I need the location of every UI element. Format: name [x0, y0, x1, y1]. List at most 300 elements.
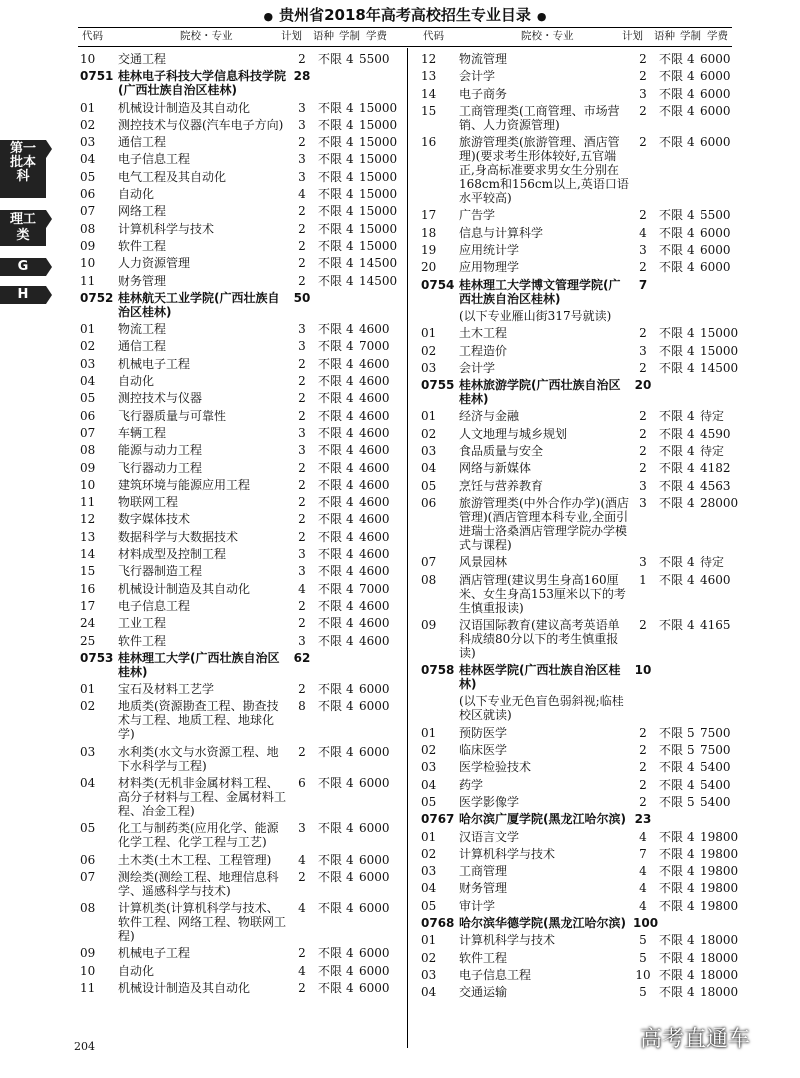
- side-tab-g: G: [0, 258, 46, 276]
- plan-cell: 10: [635, 967, 651, 982]
- plan-cell: 2: [298, 981, 306, 996]
- years-cell: 4: [346, 946, 354, 961]
- plan-cell: 2: [639, 52, 647, 66]
- years-cell: 4: [687, 967, 695, 982]
- code-cell: 08: [80, 221, 96, 236]
- fee-cell: 19800: [700, 829, 739, 844]
- years-cell: 4: [687, 69, 695, 84]
- name-cell: 飞行器质量与可靠性: [118, 408, 227, 423]
- plan-cell: 2: [298, 135, 306, 150]
- plan-cell: 3: [298, 152, 306, 167]
- lang-cell: 不限: [318, 901, 343, 916]
- code-cell: 01: [421, 829, 437, 844]
- major-row: [80, 135, 396, 149]
- fee-cell: 15000: [700, 343, 739, 358]
- major-row: [80, 495, 396, 509]
- major-row: [421, 743, 737, 757]
- years-cell: 4: [687, 881, 695, 896]
- fee-cell: 4600: [359, 443, 390, 458]
- name-cell: 网络与新媒体: [459, 461, 532, 476]
- lang-cell: 不限: [318, 425, 343, 440]
- years-cell: 4: [346, 52, 354, 66]
- years-cell: 4: [346, 238, 354, 253]
- note-row: [421, 309, 737, 323]
- name-cell: 应用统计学: [459, 243, 520, 258]
- fee-cell: 19800: [700, 881, 739, 896]
- code-cell: 02: [421, 950, 437, 965]
- lang-cell: 不限: [659, 69, 684, 84]
- code-cell: 10: [80, 256, 96, 271]
- name-cell: 自动化: [118, 963, 155, 978]
- name-cell: 机械设计制造及其自动化: [118, 581, 251, 596]
- name-cell: 旅游管理类(旅游管理、酒店管理)(要求考生形体较好,五官端正,身高标准要求男女生分别在168cm和156cm以上,英语口语水平较高): [459, 135, 629, 206]
- code-cell: 11: [80, 495, 96, 510]
- plan-cell: 3: [298, 425, 306, 440]
- fee-cell: 15000: [359, 100, 398, 115]
- name-cell: 电子信息工程: [459, 967, 532, 982]
- fee-cell: 4563: [700, 478, 731, 493]
- lang-cell: 不限: [659, 725, 684, 740]
- lang-cell: 不限: [318, 682, 343, 697]
- lang-cell: 不限: [659, 864, 684, 879]
- name-cell: 桂林理工大学博文管理学院(广西壮族自治区桂林): [459, 277, 621, 306]
- plan-cell: 2: [639, 409, 647, 424]
- major-row: [421, 555, 737, 569]
- years-cell: 4: [346, 425, 354, 440]
- plan-cell: 20: [634, 378, 652, 393]
- lang-cell: 不限: [659, 426, 684, 441]
- code-cell: 0753: [80, 650, 114, 665]
- plan-cell: 2: [298, 273, 306, 288]
- years-cell: 4: [687, 135, 695, 150]
- institution-row: [421, 916, 737, 930]
- plan-cell: 4: [298, 852, 306, 867]
- plan-cell: 2: [298, 682, 306, 697]
- years-cell: 4: [687, 444, 695, 459]
- major-row: [80, 222, 396, 236]
- plan-cell: 7: [639, 846, 647, 861]
- years-cell: 4: [687, 777, 695, 792]
- code-cell: 18: [421, 225, 437, 240]
- code-cell: 01: [421, 326, 437, 341]
- years-cell: 4: [687, 760, 695, 775]
- plan-cell: 2: [639, 760, 647, 775]
- years-cell: 4: [687, 846, 695, 861]
- institution-row: [421, 663, 737, 691]
- code-cell: 15: [80, 564, 96, 579]
- name-cell: 能源与动力工程: [118, 443, 203, 458]
- code-cell: 01: [80, 100, 96, 115]
- lang-cell: 不限: [318, 117, 343, 132]
- major-row: [80, 374, 396, 388]
- code-cell: 02: [80, 117, 96, 132]
- code-cell: 05: [421, 898, 437, 913]
- years-cell: 4: [687, 829, 695, 844]
- lang-cell: 不限: [659, 967, 684, 982]
- major-row: [80, 256, 396, 270]
- major-row: [421, 618, 737, 660]
- code-cell: 12: [421, 52, 437, 66]
- name-cell: 哈尔滨华德学院(黑龙江哈尔滨): [459, 915, 626, 930]
- name-cell: 汉语国际教育(建议高考英语单科成绩80分以下的考生慎重报读): [459, 617, 620, 660]
- name-cell: 测绘类(测绘工程、地理信息科学、遥感科学与技术): [118, 869, 279, 898]
- major-row: [421, 795, 737, 809]
- institution-row: [80, 651, 396, 679]
- name-cell: 工业工程: [118, 616, 167, 631]
- code-cell: 0751: [80, 69, 114, 84]
- major-row: [80, 870, 396, 898]
- plan-cell: 3: [639, 555, 647, 570]
- major-row: [80, 946, 396, 960]
- fee-cell: 15000: [359, 221, 398, 236]
- code-cell: 02: [421, 743, 437, 758]
- name-cell: (以下专业无色盲色弱斜视;临桂校区就读): [459, 694, 624, 723]
- major-row: [80, 981, 396, 995]
- name-cell: 桂林航天工业学院(广西壮族自治区桂林): [118, 290, 280, 319]
- major-row: [421, 760, 737, 774]
- fee-cell: 7000: [359, 339, 390, 354]
- plan-cell: 3: [298, 547, 306, 562]
- years-cell: 4: [346, 100, 354, 115]
- code-cell: 04: [80, 152, 96, 167]
- name-cell: (以下专业雁山街317号就读): [459, 308, 612, 323]
- years-cell: 4: [687, 864, 695, 879]
- fee-cell: 6000: [359, 682, 390, 697]
- major-row: [421, 260, 737, 274]
- plan-cell: 5: [639, 933, 647, 948]
- fee-cell: 15000: [359, 169, 398, 184]
- fee-cell: 4182: [700, 461, 731, 476]
- years-cell: 4: [687, 260, 695, 275]
- code-cell: 03: [421, 967, 437, 982]
- side-tab-category: [0, 210, 46, 246]
- name-cell: 软件工程: [459, 950, 508, 965]
- years-cell: 4: [346, 963, 354, 978]
- name-cell: 数字媒体技术: [118, 512, 191, 527]
- years-cell: 4: [346, 852, 354, 867]
- fee-cell: 15000: [359, 238, 398, 253]
- name-cell: 哈尔滨广厦学院(黑龙江哈尔滨): [459, 812, 626, 827]
- lang-cell: 不限: [659, 135, 684, 150]
- right-column-header: [421, 29, 741, 43]
- fee-cell: 4600: [359, 460, 390, 475]
- plan-cell: 2: [298, 869, 306, 884]
- lang-cell: 不限: [318, 946, 343, 961]
- watermark: 高考直通车: [640, 1027, 751, 1052]
- years-cell: 4: [687, 426, 695, 441]
- years-cell: 4: [346, 598, 354, 613]
- name-cell: 计算机类(计算机科学与技术、软件工程、网络工程、物联网工程): [118, 901, 287, 944]
- name-cell: 预防医学: [459, 725, 508, 740]
- code-cell: 17: [421, 208, 437, 223]
- fee-cell: 4600: [359, 512, 390, 527]
- years-cell: 4: [346, 529, 354, 544]
- code-cell: 03: [421, 444, 437, 459]
- years-cell: 4: [346, 512, 354, 527]
- lang-cell: 不限: [659, 794, 684, 809]
- col-plan-header: 计划: [622, 30, 643, 42]
- fee-cell: 6000: [359, 699, 390, 714]
- name-cell: 交通工程: [118, 52, 167, 66]
- plan-cell: 3: [298, 117, 306, 132]
- years-cell: 4: [346, 581, 354, 596]
- major-row: [421, 243, 737, 257]
- fee-cell: 4600: [359, 425, 390, 440]
- code-cell: 20: [421, 260, 437, 275]
- plan-cell: 4: [639, 898, 647, 913]
- name-cell: 会计学: [459, 360, 496, 375]
- fee-cell: 6000: [359, 901, 390, 916]
- col-lang-header: 语种: [313, 30, 334, 42]
- name-cell: 自动化: [118, 187, 155, 202]
- lang-cell: 不限: [318, 547, 343, 562]
- name-cell: 酒店管理(建议男生身高160厘米、女生身高153厘米以下的考生慎重报读): [459, 572, 626, 615]
- lang-cell: 不限: [318, 356, 343, 371]
- code-cell: 03: [421, 360, 437, 375]
- fee-cell: 28000: [700, 495, 739, 510]
- major-row: [80, 512, 396, 526]
- code-cell: 10: [80, 52, 96, 66]
- code-cell: 04: [421, 777, 437, 792]
- major-row: [421, 444, 737, 458]
- name-cell: 桂林理工大学(广西壮族自治区桂林): [118, 650, 280, 679]
- name-cell: 医学影像学: [459, 794, 520, 809]
- name-cell: 电子商务: [459, 86, 508, 101]
- years-cell: 4: [346, 682, 354, 697]
- major-row: [421, 968, 737, 982]
- col-code-header: 代码: [423, 30, 444, 42]
- major-row: [80, 478, 396, 492]
- code-cell: 05: [80, 169, 96, 184]
- code-cell: 06: [80, 187, 96, 202]
- fee-cell: 5500: [359, 52, 390, 66]
- fee-cell: 7500: [700, 725, 731, 740]
- major-row: [80, 745, 396, 773]
- fee-cell: 6000: [359, 963, 390, 978]
- plan-cell: 7: [638, 277, 648, 292]
- lang-cell: 不限: [659, 829, 684, 844]
- plan-cell: 2: [298, 598, 306, 613]
- years-cell: 4: [687, 555, 695, 570]
- lang-cell: 不限: [659, 881, 684, 896]
- name-cell: 桂林医学院(广西壮族自治区桂林): [459, 663, 621, 692]
- side-tab-label: 第一批本科: [9, 141, 36, 184]
- plan-cell: 2: [298, 356, 306, 371]
- major-row: [80, 426, 396, 440]
- major-row: [80, 274, 396, 288]
- fee-cell: 4600: [359, 529, 390, 544]
- major-row: [80, 391, 396, 405]
- plan-cell: 2: [639, 617, 647, 632]
- code-cell: 01: [80, 682, 96, 697]
- fee-cell: 6000: [359, 852, 390, 867]
- lang-cell: 不限: [318, 221, 343, 236]
- plan-cell: 50: [293, 290, 311, 305]
- code-cell: 24: [80, 616, 96, 631]
- plan-cell: 2: [298, 204, 306, 219]
- code-cell: 06: [80, 408, 96, 423]
- lang-cell: 不限: [659, 898, 684, 913]
- note-row: [421, 694, 737, 722]
- plan-cell: 2: [298, 52, 306, 66]
- name-cell: 人文地理与城乡规划: [459, 426, 568, 441]
- lang-cell: 不限: [659, 326, 684, 341]
- major-row: [421, 135, 737, 205]
- plan-cell: 4: [298, 963, 306, 978]
- name-cell: 物流管理: [459, 52, 508, 66]
- side-tab-label: 理工类: [9, 212, 36, 243]
- plan-cell: 2: [298, 391, 306, 406]
- years-cell: 4: [346, 256, 354, 271]
- name-cell: 审计学: [459, 898, 496, 913]
- code-cell: 02: [421, 846, 437, 861]
- plan-cell: 28: [293, 69, 311, 84]
- major-row: [421, 951, 737, 965]
- years-cell: 4: [687, 52, 695, 66]
- name-cell: 飞行器制造工程: [118, 564, 203, 579]
- code-cell: 03: [80, 135, 96, 150]
- lang-cell: 不限: [318, 135, 343, 150]
- years-cell: 4: [687, 950, 695, 965]
- plan-cell: 3: [298, 100, 306, 115]
- major-row: [421, 326, 737, 340]
- lang-cell: 不限: [659, 760, 684, 775]
- plan-cell: 23: [634, 812, 652, 827]
- major-row: [80, 357, 396, 371]
- plan-cell: 10: [634, 663, 652, 678]
- plan-cell: 3: [298, 322, 306, 337]
- years-cell: 4: [687, 326, 695, 341]
- institution-row: [80, 69, 396, 97]
- fee-cell: 5500: [700, 208, 731, 223]
- major-row: [80, 530, 396, 544]
- lang-cell: 不限: [659, 409, 684, 424]
- major-row: [80, 901, 396, 943]
- name-cell: 应用物理学: [459, 260, 520, 275]
- code-cell: 04: [80, 374, 96, 389]
- years-cell: 4: [346, 775, 354, 790]
- code-cell: 13: [421, 69, 437, 84]
- name-cell: 通信工程: [118, 135, 167, 150]
- plan-cell: 2: [639, 743, 647, 758]
- major-row: [421, 427, 737, 441]
- lang-cell: 不限: [659, 461, 684, 476]
- years-cell: 4: [346, 135, 354, 150]
- fee-cell: 18000: [700, 950, 739, 965]
- lang-cell: 不限: [318, 495, 343, 510]
- code-cell: 05: [80, 821, 96, 836]
- lang-cell: 不限: [659, 985, 684, 1000]
- name-cell: 建筑环境与能源应用工程: [118, 477, 251, 492]
- col-years-header: 学制: [339, 30, 360, 42]
- code-cell: 0754: [421, 277, 455, 292]
- name-cell: 机械设计制造及其自动化: [118, 981, 251, 996]
- code-cell: 11: [80, 273, 96, 288]
- years-cell: 4: [687, 617, 695, 632]
- name-cell: 土木工程: [459, 326, 508, 341]
- major-row: [80, 187, 396, 201]
- plan-cell: 3: [298, 169, 306, 184]
- plan-cell: 3: [639, 343, 647, 358]
- fee-cell: 19800: [700, 898, 739, 913]
- fee-cell: 4600: [359, 322, 390, 337]
- lang-cell: 不限: [659, 743, 684, 758]
- lang-cell: 不限: [659, 360, 684, 375]
- code-cell: 25: [80, 633, 96, 648]
- major-row: [80, 599, 396, 613]
- lang-cell: 不限: [318, 616, 343, 631]
- col-fee-header: 学费: [366, 30, 387, 42]
- fee-cell: 15000: [359, 135, 398, 150]
- name-cell: 电气工程及其自动化: [118, 169, 227, 184]
- lang-cell: 不限: [318, 169, 343, 184]
- major-row: [421, 726, 737, 740]
- side-tab-batch: [0, 140, 46, 198]
- lang-cell: 不限: [318, 152, 343, 167]
- plan-cell: 4: [639, 881, 647, 896]
- years-cell: 4: [687, 461, 695, 476]
- plan-cell: 2: [639, 260, 647, 275]
- code-cell: 08: [80, 901, 96, 916]
- fee-cell: 15000: [359, 152, 398, 167]
- fee-cell: 6000: [359, 775, 390, 790]
- years-cell: 4: [687, 86, 695, 101]
- lang-cell: 不限: [318, 963, 343, 978]
- major-row: [80, 409, 396, 423]
- major-row: [80, 547, 396, 561]
- lang-cell: 不限: [318, 322, 343, 337]
- fee-cell: 5400: [700, 777, 731, 792]
- plan-cell: 2: [298, 460, 306, 475]
- lang-cell: 不限: [318, 187, 343, 202]
- plan-cell: 2: [639, 135, 647, 150]
- lang-cell: 不限: [318, 869, 343, 884]
- major-row: [421, 496, 737, 552]
- institution-row: [421, 378, 737, 406]
- fee-cell: 4600: [359, 356, 390, 371]
- lang-cell: 不限: [318, 443, 343, 458]
- fee-cell: 待定: [700, 444, 725, 459]
- fee-cell: 15000: [359, 204, 398, 219]
- page-number: 204: [74, 1040, 95, 1053]
- code-cell: 07: [421, 555, 437, 570]
- lang-cell: 不限: [318, 339, 343, 354]
- lang-cell: 不限: [318, 273, 343, 288]
- major-row: [421, 881, 737, 895]
- institution-row: [421, 278, 737, 306]
- code-cell: 16: [421, 135, 437, 150]
- plan-cell: 4: [298, 187, 306, 202]
- years-cell: 4: [687, 208, 695, 223]
- lang-cell: 不限: [318, 775, 343, 790]
- years-cell: 4: [346, 169, 354, 184]
- years-cell: 4: [687, 343, 695, 358]
- fee-cell: 15000: [700, 326, 739, 341]
- code-cell: 03: [80, 744, 96, 759]
- lang-cell: 不限: [318, 512, 343, 527]
- bullet-icon: ●: [263, 10, 274, 23]
- major-row: [80, 52, 396, 66]
- major-row: [421, 461, 737, 475]
- plan-cell: 2: [639, 444, 647, 459]
- header-rule-bottom: [78, 46, 732, 47]
- name-cell: 汉语言文学: [459, 829, 520, 844]
- code-cell: 07: [80, 204, 96, 219]
- years-cell: 4: [346, 477, 354, 492]
- code-cell: 04: [421, 985, 437, 1000]
- major-row: [421, 52, 737, 66]
- fee-cell: 待定: [700, 409, 725, 424]
